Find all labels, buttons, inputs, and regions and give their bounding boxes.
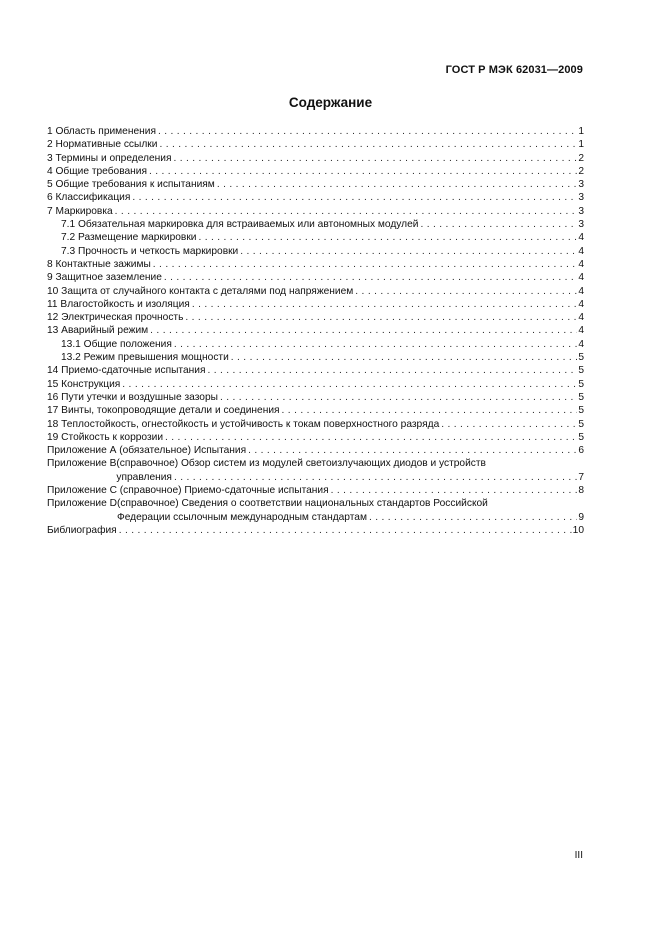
toc-entry-4[interactable] bbox=[47, 165, 584, 178]
toc-entry-3[interactable] bbox=[47, 152, 584, 165]
toc-entry-page: 5 bbox=[578, 365, 584, 377]
toc-title: Содержание bbox=[288, 95, 373, 110]
toc-leader bbox=[231, 351, 578, 364]
toc-entry-10[interactable] bbox=[47, 285, 584, 298]
toc-leader bbox=[331, 484, 578, 497]
toc-leader bbox=[119, 524, 572, 537]
toc-entry-appendix-c[interactable] bbox=[47, 484, 584, 497]
toc-entry-label: 17 Винты, токопроводящие детали и соединения bbox=[47, 405, 280, 417]
toc-leader bbox=[220, 391, 577, 404]
toc-entry-page: 4 bbox=[578, 245, 584, 257]
standard-id: ГОСТ Р МЭК 62031—2009 bbox=[445, 64, 583, 76]
toc-leader bbox=[441, 418, 577, 431]
toc-entry-label: 11 Влагостойкость и изоляция bbox=[47, 298, 190, 310]
toc-entry-page: 5 bbox=[578, 405, 584, 417]
toc-entry-prefix: Приложение D bbox=[47, 498, 117, 510]
toc-leader bbox=[122, 378, 577, 391]
toc-entry-page: 7 bbox=[578, 471, 584, 483]
toc-entry-appendix-a[interactable] bbox=[47, 444, 584, 457]
toc-entry-14[interactable] bbox=[47, 364, 584, 377]
toc-entry-body bbox=[117, 497, 584, 524]
toc-entry-appendix-b[interactable] bbox=[47, 457, 584, 484]
toc-leader bbox=[149, 165, 577, 178]
toc-leader bbox=[132, 191, 577, 204]
toc-entry-page: 4 bbox=[578, 312, 584, 324]
toc-entry-continuation bbox=[117, 511, 584, 524]
toc-entry-page: 5 bbox=[578, 418, 584, 430]
toc-entry-page: 5 bbox=[578, 431, 584, 443]
toc-entry-page: 4 bbox=[578, 298, 584, 310]
toc-entry-19[interactable] bbox=[47, 431, 584, 444]
toc-entry-label: 16 Пути утечки и воздушные зазоры bbox=[47, 391, 218, 403]
toc-entry-label: 3 Термины и определения bbox=[47, 152, 172, 164]
toc-entry-5[interactable] bbox=[47, 178, 584, 191]
toc-entry-page: 10 bbox=[572, 524, 584, 536]
toc-entry-label-line1: (справочное) Сведения о соответствии национальных стандартов Российской bbox=[116, 498, 488, 510]
toc-entry-7[interactable] bbox=[47, 205, 584, 218]
toc-entry-label: 12 Электрическая прочность bbox=[47, 312, 184, 324]
toc-entry-label: 7.2 Размещение маркировки bbox=[61, 232, 197, 244]
toc-entry-9[interactable] bbox=[47, 271, 584, 284]
toc-entry-page: 9 bbox=[578, 511, 584, 523]
toc-entry-body bbox=[116, 457, 584, 484]
toc-entry-7-1[interactable] bbox=[47, 218, 584, 231]
toc-entry-page: 4 bbox=[578, 258, 584, 270]
toc-entry-page: 3 bbox=[578, 219, 584, 231]
toc-entry-2[interactable] bbox=[47, 138, 584, 151]
toc-entry-page: 1 bbox=[578, 126, 584, 137]
toc-entry-prefix: Приложение В bbox=[47, 458, 117, 470]
toc-leader bbox=[217, 178, 578, 191]
toc-entry-1[interactable] bbox=[47, 125, 584, 138]
toc-entry-page: 5 bbox=[578, 378, 584, 390]
toc-entry-page: 5 bbox=[578, 391, 584, 403]
toc-entry-label: 6 Классификация bbox=[47, 192, 131, 204]
toc-leader bbox=[369, 511, 577, 524]
toc-leader bbox=[150, 324, 577, 337]
toc-entry-page: 4 bbox=[578, 232, 584, 244]
toc-entry-label: 13 Аварийный режим bbox=[47, 325, 149, 337]
toc-entry-page: 1 bbox=[578, 139, 584, 151]
toc-entry-label-line1: (справочное) Обзор систем из модулей светоизлучающих диодов и устройств bbox=[116, 458, 486, 470]
toc-entry-page: 4 bbox=[578, 338, 584, 350]
toc-entry-page: 3 bbox=[578, 205, 584, 217]
toc-leader bbox=[240, 245, 577, 258]
toc-entry-label: 7 Маркировка bbox=[47, 205, 113, 217]
toc-entry-page: 5 bbox=[578, 352, 584, 364]
toc-entry-label: 14 Приемо-сдаточные испытания bbox=[47, 365, 206, 377]
toc-leader bbox=[115, 205, 578, 218]
toc-entry-page: 6 bbox=[578, 445, 584, 457]
toc-entry-label: Приложение А (обязательное) Испытания bbox=[47, 445, 247, 457]
toc-leader bbox=[173, 152, 577, 165]
toc-entry-label: 1 Область применения bbox=[47, 126, 156, 137]
toc-leader bbox=[158, 125, 577, 138]
toc-entry-label: 13.1 Общие положения bbox=[61, 338, 172, 350]
toc-leader bbox=[282, 404, 578, 417]
toc-entry-label: Библиография bbox=[47, 524, 117, 536]
toc-entry-label: 9 Защитное заземление bbox=[47, 272, 162, 284]
table-of-contents bbox=[47, 125, 584, 537]
toc-entry-page: 8 bbox=[578, 485, 584, 497]
toc-entry-page: 4 bbox=[578, 272, 584, 284]
toc-entry-bibliography[interactable] bbox=[47, 524, 584, 537]
toc-entry-label: 2 Нормативные ссылки bbox=[47, 139, 158, 151]
toc-leader bbox=[355, 285, 577, 298]
toc-leader bbox=[164, 271, 577, 284]
toc-entry-label: 13.2 Режим превышения мощности bbox=[61, 352, 229, 364]
toc-entry-page: 4 bbox=[578, 325, 584, 337]
toc-entry-label-line2: Федерации ссылочным международным стандартам bbox=[116, 511, 367, 523]
toc-entry-label: 19 Стойкость к коррозии bbox=[47, 431, 164, 443]
toc-entry-12[interactable] bbox=[47, 311, 584, 324]
toc-entry-page: 3 bbox=[578, 179, 584, 191]
toc-leader bbox=[198, 231, 577, 244]
toc-leader bbox=[153, 258, 578, 271]
toc-entry-6[interactable] bbox=[47, 191, 584, 204]
toc-entry-label: Приложение С (справочное) Приемо-сдаточные испытания bbox=[47, 485, 329, 497]
toc-entry-label: 5 Общие требования к испытаниям bbox=[47, 179, 215, 191]
toc-leader bbox=[248, 444, 577, 457]
toc-leader bbox=[192, 298, 578, 311]
toc-entry-page: 2 bbox=[578, 165, 584, 177]
toc-entry-continuation bbox=[116, 471, 584, 484]
toc-leader bbox=[207, 364, 577, 377]
toc-entry-label: 18 Теплостойкость, огнестойкость и устойчивость к токам поверхностного разряда bbox=[47, 418, 440, 430]
toc-entry-label: 8 Контактные зажимы bbox=[47, 258, 151, 270]
toc-leader bbox=[159, 138, 577, 151]
toc-entry-label: 7.3 Прочность и четкость маркировки bbox=[61, 245, 239, 257]
toc-entry-label: 10 Защита от случайного контакта с деталями под напряжением bbox=[47, 285, 354, 297]
toc-entry-13-2[interactable] bbox=[47, 351, 584, 364]
toc-entry-15[interactable] bbox=[47, 378, 584, 391]
toc-entry-label-line2: управления bbox=[116, 471, 172, 483]
toc-entry-17[interactable] bbox=[47, 404, 584, 417]
toc-entry-7-3[interactable] bbox=[47, 245, 584, 258]
toc-entry-16[interactable] bbox=[47, 391, 584, 404]
toc-leader bbox=[174, 338, 577, 351]
toc-leader bbox=[165, 431, 577, 444]
toc-entry-13-1[interactable] bbox=[47, 338, 584, 351]
toc-entry-appendix-d[interactable] bbox=[47, 497, 584, 524]
toc-entry-18[interactable] bbox=[47, 418, 584, 431]
page-number: III bbox=[574, 850, 583, 861]
toc-entry-8[interactable] bbox=[47, 258, 584, 271]
toc-entry-7-2[interactable] bbox=[47, 231, 584, 244]
toc-entry-label: 4 Общие требования bbox=[47, 165, 148, 177]
toc-entry-page: 2 bbox=[578, 152, 584, 164]
toc-leader bbox=[420, 218, 577, 231]
toc-leader bbox=[185, 311, 577, 324]
toc-entry-label: 15 Конструкция bbox=[47, 378, 121, 390]
toc-leader bbox=[174, 471, 577, 484]
toc-entry-page: 3 bbox=[578, 192, 584, 204]
toc-entry-13[interactable] bbox=[47, 324, 584, 337]
toc-entry-label: 7.1 Обязательная маркировка для встраиваемых или автономных модулей bbox=[61, 219, 419, 231]
toc-entry-page: 4 bbox=[578, 285, 584, 297]
toc-entry-11[interactable] bbox=[47, 298, 584, 311]
